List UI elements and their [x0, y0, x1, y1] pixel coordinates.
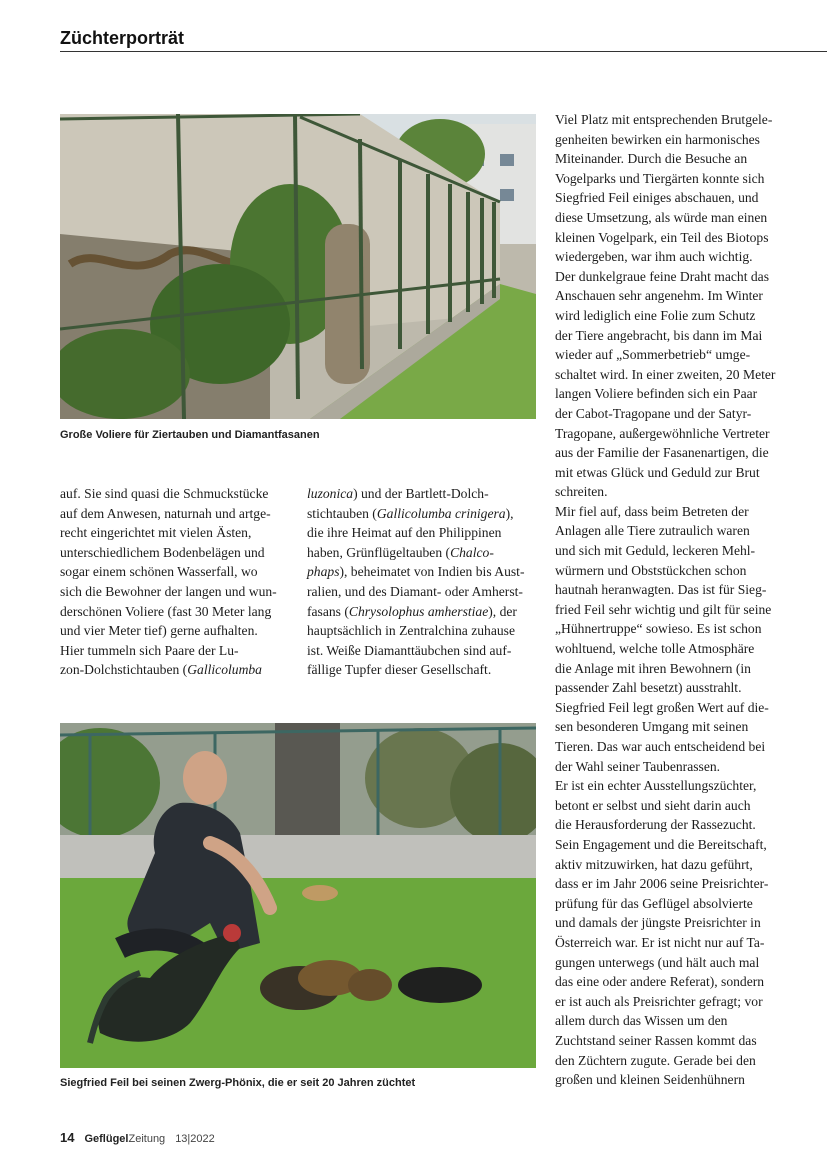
text-run: großen und kleinen Seidenhühnern: [555, 1072, 745, 1088]
text-run: wird lediglich eine Folie zum Schutz: [555, 307, 756, 323]
text-run: Miteinander. Durch die Besuche an: [555, 151, 748, 167]
text-run: fasans (: [307, 603, 349, 619]
text-run: derschönen Voliere (fast 30 Meter lang: [60, 603, 272, 619]
text-run: Anschauen sehr angenehm. Im Winter: [555, 288, 763, 304]
text-run: Vogelparks und Tiergärten konnte sich: [555, 170, 765, 186]
article-line: [307, 562, 539, 582]
breeder-photo-image: [60, 723, 536, 1068]
page-footer: [60, 1130, 215, 1145]
text-run: aus der Familie der Fasanenartigen, die: [555, 445, 769, 461]
text-run: der Tiere angebracht, bis dann im Mai: [555, 327, 763, 343]
article-line: [60, 562, 292, 582]
text-run: ), beheimatet von Indien bis Aust-: [339, 564, 525, 580]
article-line: [555, 796, 805, 816]
article-line: [555, 502, 805, 522]
article-line: [555, 267, 805, 287]
text-run: würmern und Obststückchen schon: [555, 562, 747, 578]
article-line: [555, 247, 805, 267]
article-line: [555, 992, 805, 1012]
text-run: ist. Weiße Diamanttäubchen sind auf-: [307, 642, 512, 658]
text-run: schreiten.: [555, 484, 608, 500]
text-run: hauptsächlich in Zentralchina zuhause: [307, 623, 515, 639]
article-line: [555, 228, 805, 248]
text-run: langen Voliere befinden sich ein Paar: [555, 386, 758, 402]
text-run: „Hühnertruppe“ sowieso. Es ist schon: [555, 621, 762, 637]
species-name: Gallicolumba crinigera: [376, 505, 506, 521]
header-rule: [60, 51, 827, 52]
article-line: [60, 621, 292, 641]
text-run: sich die Bewohner der langen und wun-: [60, 583, 277, 599]
article-line: [60, 641, 292, 661]
text-run: Siegfried Feil einiges abschauen, und: [555, 190, 759, 206]
article-line: [555, 306, 805, 326]
article-column-3: [555, 110, 805, 1090]
article-line: [555, 1070, 805, 1090]
text-run: betont er selbst und sieht darin auch: [555, 797, 751, 813]
article-line: [555, 717, 805, 737]
text-run: den Züchtern zugute. Gerade bei den: [555, 1052, 756, 1068]
article-line: [555, 580, 805, 600]
species-name: luzonica: [307, 486, 354, 501]
article-line: [555, 188, 805, 208]
article-line: [555, 561, 805, 581]
article-line: [555, 345, 805, 365]
text-run: und sich mit Geduld, leckeren Mehl-: [555, 543, 756, 559]
article-line: [555, 619, 805, 639]
text-run: stichtauben (: [307, 505, 377, 521]
article-line: [555, 737, 805, 757]
text-run: wieder auf „Sommerbetrieb“ umge-: [555, 347, 751, 363]
article-line: [555, 678, 805, 698]
text-run: Zuchtstand seiner Rassen kommt das: [555, 1032, 757, 1048]
article-line: [555, 835, 805, 855]
species-name: Chalco-: [450, 544, 494, 560]
text-run: schaltet wird. In einer zweiten, 20 Meter: [555, 366, 776, 382]
article-line: [555, 815, 805, 835]
article-line: [307, 641, 539, 661]
article-line: [555, 933, 805, 953]
article-line: [307, 621, 539, 641]
article-line: [555, 913, 805, 933]
page-number: 14: [60, 1130, 75, 1145]
species-name: Chrysolophus amherstiae: [348, 603, 489, 619]
magazine-name-bold: Geflügel: [84, 1133, 129, 1145]
article-line: [555, 698, 805, 718]
text-run: prüfung für das Geflügel absolvierte: [555, 895, 753, 911]
text-run: Hier tummeln sich Paare der Lu-: [60, 642, 239, 658]
text-run: passender Zahl besetzt) ausstrahlt.: [555, 680, 742, 696]
text-run: fried Feil sehr wichtig und gilt für seine: [555, 601, 772, 617]
article-line: [555, 874, 805, 894]
text-run: hautnah heranwagten. Das ist für Sieg-: [555, 582, 767, 598]
text-run: sen besonderen Umgang mit seinen: [555, 719, 749, 735]
text-run: Viel Platz mit entsprechenden Brutgele-: [555, 112, 773, 127]
species-name: phaps: [307, 564, 340, 580]
article-line: [555, 443, 805, 463]
article-line: [555, 463, 805, 483]
text-run: der Cabot-Tragopane und der Satyr-: [555, 405, 752, 421]
article-line: [60, 582, 292, 602]
article-line: [307, 523, 539, 543]
issue-number: 13|2022: [175, 1133, 215, 1145]
text-run: genheiten bewirken ein harmonisches: [555, 131, 760, 147]
text-run: allem durch das Wissen um den: [555, 1013, 728, 1029]
article-line: [555, 541, 805, 561]
article-column-2: [307, 484, 539, 680]
article-line: [555, 130, 805, 150]
text-run: und vier Meter tief) gerne aufhalten.: [60, 623, 258, 639]
article-column-1: [60, 484, 292, 680]
text-run: ) und der Bartlett-Dolch-: [353, 486, 489, 501]
article-line: [555, 404, 805, 424]
breeder-photo: [60, 723, 536, 1068]
text-run: die Anlage mit ihren Bewohnern (in: [555, 660, 751, 676]
article-line: [60, 484, 292, 504]
article-line: [555, 953, 805, 973]
article-line: [60, 543, 292, 563]
text-run: Österreich war. Er ist nicht nur auf Ta-: [555, 934, 765, 950]
text-run: gungen unterwegs (und hält auch mal: [555, 954, 760, 970]
article-line: [307, 484, 539, 504]
article-line: [307, 504, 539, 524]
article-line: [555, 286, 805, 306]
article-line: [60, 660, 292, 680]
article-line: [555, 1031, 805, 1051]
article-line: [307, 660, 539, 680]
text-run: haben, Grünflügeltauben (: [307, 544, 451, 560]
article-line: [555, 521, 805, 541]
text-run: aktiv mitzuwirken, hat dazu geführt,: [555, 856, 753, 872]
article-line: [555, 757, 805, 777]
article-line: [555, 169, 805, 189]
article-line: [555, 639, 805, 659]
text-run: auf. Sie sind quasi die Schmuckstücke: [60, 486, 269, 501]
text-run: fällige Tupfer dieser Gesellschaft.: [307, 662, 492, 678]
article-line: [60, 602, 292, 622]
text-run: kleinen Vogelpark, ein Teil des Biotops: [555, 229, 769, 245]
text-run: Siegfried Feil legt großen Wert auf die-: [555, 699, 769, 715]
aviary-photo: [60, 114, 536, 419]
text-run: zon-Dolchstichtauben (: [60, 662, 188, 678]
article-line: [555, 482, 805, 502]
article-line: [555, 424, 805, 444]
text-run: mit etwas Glück und Geduld zur Brut: [555, 464, 760, 480]
species-name: Gallicolumba: [187, 662, 262, 678]
text-run: Er ist ein echter Ausstellungszüchter,: [555, 778, 757, 794]
text-run: Mir fiel auf, dass beim Betreten der: [555, 503, 749, 519]
article-line: [555, 659, 805, 679]
aviary-caption: Große Voliere für Ziertauben und Diamantfasanen: [60, 429, 320, 441]
text-run: unterschiedlichem Bodenbelägen und: [60, 544, 265, 560]
text-run: der Wahl seiner Taubenrassen.: [555, 758, 721, 774]
aviary-photo-image: [60, 114, 536, 419]
text-run: die Herausforderung der Rassezucht.: [555, 817, 756, 833]
text-run: die ihre Heimat auf den Philippinen: [307, 525, 502, 541]
article-line: [307, 602, 539, 622]
article-line: [307, 543, 539, 563]
text-run: wohltuend, welche tolle Atmosphäre: [555, 641, 755, 657]
text-run: auf dem Anwesen, naturnah und artge-: [60, 505, 271, 521]
text-run: Anlagen alle Tiere zutraulich waren: [555, 523, 750, 539]
text-run: diese Umsetzung, als würde man einen: [555, 209, 768, 225]
article-line: [555, 855, 805, 875]
article-line: [555, 600, 805, 620]
article-line: [555, 1011, 805, 1031]
article-line: [555, 208, 805, 228]
text-run: Tragopane, außergewöhnliche Vertreter: [555, 425, 770, 441]
breeder-caption: Siegfried Feil bei seinen Zwerg-Phönix, die er seit 20 Jahren züchtet: [60, 1077, 416, 1089]
text-run: Sein Engagement und die Bereitschaft,: [555, 836, 767, 852]
article-line: [60, 523, 292, 543]
text-run: er ist auch als Preisrichter gefragt; vor: [555, 993, 763, 1009]
article-line: [555, 384, 805, 404]
text-run: ),: [505, 505, 514, 521]
article-line: [555, 894, 805, 914]
text-run: dass er im Jahr 2006 seine Preisrichter-: [555, 876, 769, 892]
text-run: Der dunkelgraue feine Draht macht das: [555, 268, 770, 284]
article-line: [555, 972, 805, 992]
article-line: [555, 149, 805, 169]
text-run: das eine oder andere Referat), sondern: [555, 974, 765, 990]
text-run: und damals der jüngste Preisrichter in: [555, 915, 761, 931]
text-run: ralien, und des Diamant- oder Amherst-: [307, 583, 523, 599]
text-run: sogar einem schönen Wasserfall, wo: [60, 564, 258, 580]
article-line: [555, 1051, 805, 1071]
text-run: Tieren. Das war auch entscheidend bei: [555, 739, 766, 754]
article-line: [60, 504, 292, 524]
text-run: ), der: [488, 603, 517, 619]
article-line: [555, 326, 805, 346]
article-line: [555, 110, 805, 130]
article-line: [307, 582, 539, 602]
magazine-name-light: Zeitung: [128, 1133, 166, 1145]
text-run: wiedergeben, war ihm auch wichtig.: [555, 249, 753, 265]
section-title: Züchterporträt: [60, 28, 185, 48]
article-line: [555, 365, 805, 385]
article-line: [555, 776, 805, 796]
text-run: recht eingerichtet mit vielen Ästen,: [60, 525, 252, 541]
